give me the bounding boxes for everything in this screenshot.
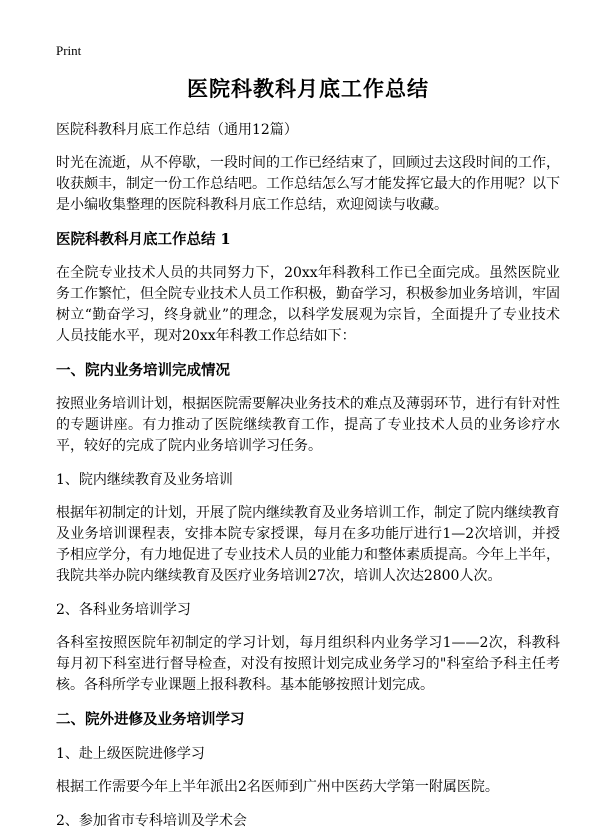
subsection-4-heading: 2、参加省市专科培训及学术会 <box>56 813 247 829</box>
section-1-paragraph: 在全院专业技术人员的共同努力下，20xx年科教科工作已全面完成。虽然医院业务工作繁忙，但全院专业技术人员工作积极，勤奋学习，积极参加业务培训，牢固树立“勤奋学习，终身就业”的理念，以科学发展观为宗旨，全面提升了专业技术人员技能水平，现对20xx年科教工作总结如下： <box>56 265 560 344</box>
subsection-1-heading: 1、院内继续教育及业务培训 <box>56 472 233 488</box>
subsection-2-heading: 2、各科业务培训学习 <box>56 602 191 618</box>
subsection-2-paragraph: 各科室按照医院年初制定的学习计划，每月组织科内业务学习1——2次，科教科每月初下科室进行督导检查，对没有按照计划完成业务学习的"科室给予科主任考核。各科所学专业课题上报科教科。基本能够按照计划完成。 <box>56 635 560 693</box>
print-link[interactable]: Print <box>56 43 82 58</box>
part-1-heading: 一、院内业务培训完成情况 <box>56 362 230 379</box>
subsection-3-heading: 1、赴上级医院进修学习 <box>56 746 205 762</box>
intro-paragraph: 时光在流逝，从不停歇，一段时间的工作已经结束了，回顾过去这段时间的工作，收获颇丰，制定一份工作总结吧。工作总结怎么写才能发挥它最大的作用呢？以下是小编收集整理的医院科教科月底工作总结，欢迎阅读与收藏。 <box>56 155 560 213</box>
part-2-heading: 二、院外进修及业务培训学习 <box>56 711 245 728</box>
section-1-heading: 医院科教科月底工作总结 1 <box>56 231 231 248</box>
part-1-paragraph: 按照业务培训计划，根据医院需要解决业务技术的难点及薄弱环节，进行有针对性的专题讲座。有力推动了医院继续教育工作，提高了专业技术人员的业务诊疗水平，较好的完成了院内业务培训学习任务。 <box>56 396 560 454</box>
subsection-1-paragraph: 根据年初制定的计划，开展了院内继续教育及业务培训工作，制定了院内继续教育及业务培训课程表，安排本院专家授课，每月在多功能厅进行1—2次培训，并授予相应学分，有力地促进了专业技术人员的业能力和整体素质提高。今年上半年，我院共举办院内继续教育及医疗业务培训27次，培训人次达2800人次。 <box>56 505 560 584</box>
subsection-3-paragraph: 根据工作需要今年上半年派出2名医师到广州中医药大学第一附属医院。 <box>56 779 499 795</box>
page-title: 医院科教科月底工作总结 <box>187 76 429 101</box>
document-subtitle: 医院科教科月底工作总结（通用12篇） <box>56 122 298 138</box>
